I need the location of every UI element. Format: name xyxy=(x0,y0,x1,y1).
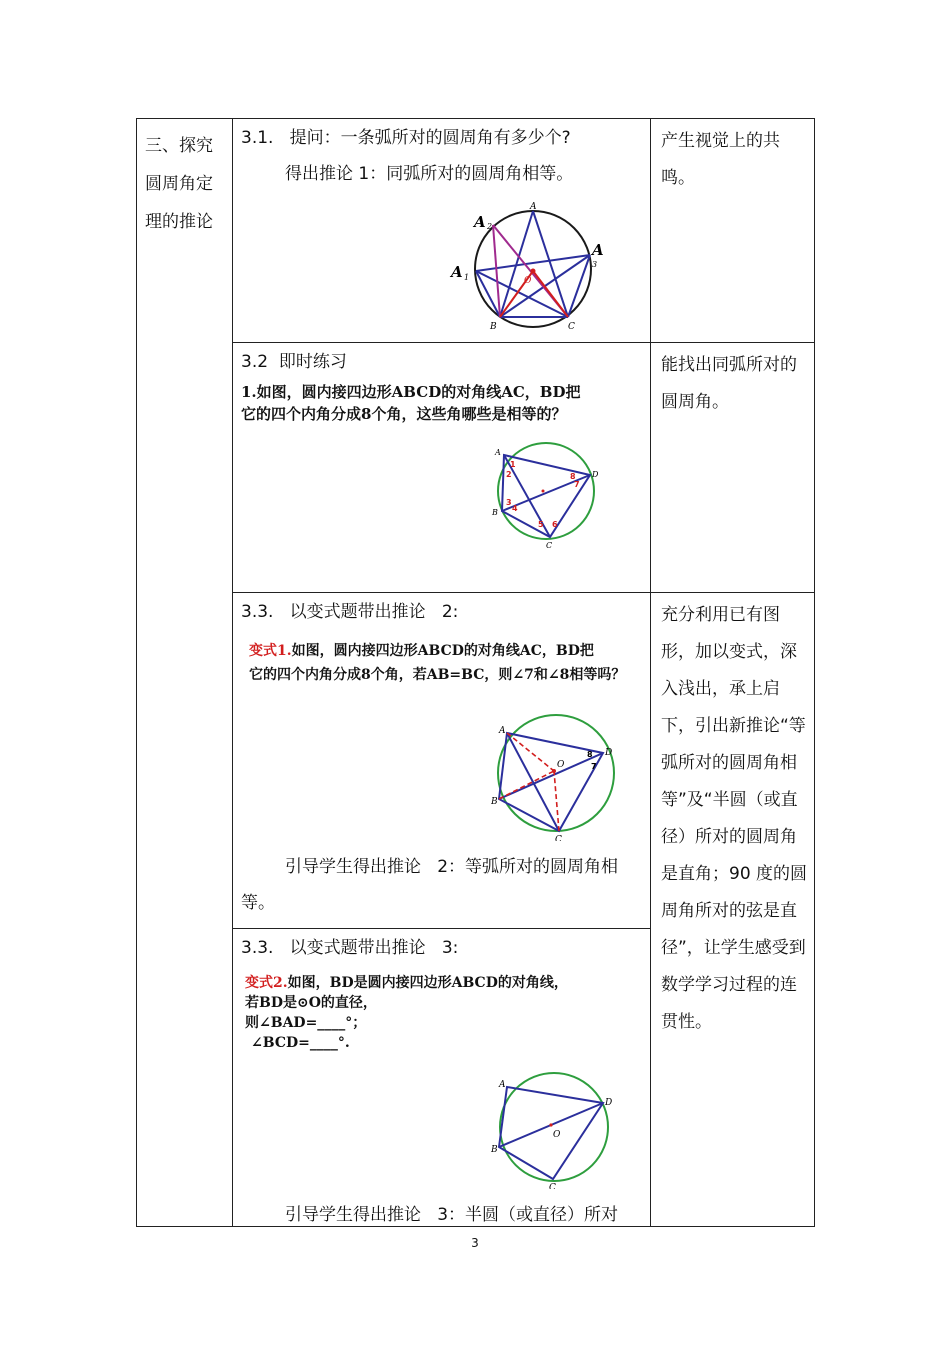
merged-note-cell xyxy=(651,593,815,1227)
label-D: D xyxy=(605,748,613,758)
label-O: O xyxy=(553,1130,561,1140)
label-B: B xyxy=(492,508,498,517)
label-A: A xyxy=(499,726,506,736)
figure-equal-arcs xyxy=(491,711,631,841)
label-O: O xyxy=(557,760,565,770)
label-A: A xyxy=(499,1080,506,1090)
row3-guide-line1: 引导学生得出推论 2：等弧所对的圆周角相 xyxy=(285,857,619,877)
row4-variant-label: 变式2. xyxy=(245,975,288,991)
row2-question-line2: 它的四个内角分成8个角，这些角哪些是相等的？ xyxy=(241,405,567,423)
label-B: B xyxy=(491,1145,498,1155)
row4-variant-line3: 则∠BAD=____°； xyxy=(245,1015,367,1031)
row4-guide: 引导学生得出推论 3：半圆（或直径）所对 xyxy=(285,1205,619,1225)
row2-heading: 3.2 即时练习 xyxy=(241,352,347,372)
label-A2-sub: 2 xyxy=(487,222,493,231)
row1-content xyxy=(233,119,651,343)
row1-heading: 3.1. 提问：一条弧所对的圆周角有多少个? xyxy=(241,128,571,148)
row4-variant-line1: 如图，BD是圆内接四边形ABCD的对角线， xyxy=(287,975,568,991)
row2-question-line1: 1.如图，圆内接四边形ABCD的对角线AC，BD把 xyxy=(241,383,581,401)
angle-7: 7 xyxy=(574,480,580,489)
section-title-cell xyxy=(137,119,233,1227)
label-A1: A xyxy=(451,263,463,281)
figure-quadrilateral-angles xyxy=(488,439,608,549)
row1-conclusion: 得出推论 1：同弧所对的圆周角相等。 xyxy=(285,164,574,184)
angle-1: 1 xyxy=(510,460,516,469)
section-title: 三、探究圆周角定理的推论 xyxy=(145,136,213,232)
merged-note: 充分利用已有图形，加以变式，深入浅出，承上启下，引出新推论“等弧所对的圆周角相等”及“半圆（或直径）所对的圆周角是直角；90 度的圆周角所对的弦是直径”，让学生感受到数学学习过程的连贯性。 xyxy=(661,605,808,1032)
row4-content xyxy=(233,929,651,1227)
label-A: A xyxy=(495,448,501,457)
label-C: C xyxy=(546,541,553,549)
row2-note-cell xyxy=(651,343,815,593)
row3-heading: 3.3. 以变式题带出推论 2: xyxy=(241,602,459,622)
angle-2: 2 xyxy=(506,470,512,479)
angle-7: 7 xyxy=(591,762,597,771)
row3-content xyxy=(233,593,651,929)
row1-note: 产生视觉上的共鸣。 xyxy=(661,131,780,188)
label-C: C xyxy=(568,322,575,332)
angle-4: 4 xyxy=(512,504,518,513)
label-A2: A xyxy=(474,213,486,231)
label-A3-sub: 3 xyxy=(592,260,598,269)
row4-variant-line2: 若BD是⊙O的直径， xyxy=(245,995,377,1011)
label-A3: A xyxy=(592,241,604,259)
row3-variant-label: 变式1. xyxy=(249,643,292,659)
figure-diameter xyxy=(491,1069,621,1189)
label-D: D xyxy=(592,470,599,479)
label-A1-sub: 1 xyxy=(464,273,470,282)
angle-5: 5 xyxy=(538,520,544,529)
row2-note: 能找出同弧所对的圆周角。 xyxy=(661,355,797,412)
row4-variant-line4: ∠BCD=____°. xyxy=(251,1035,350,1051)
label-B: B xyxy=(491,797,498,807)
row3-variant-line1: 如图，圆内接四边形ABCD的对角线AC，BD把 xyxy=(291,643,594,659)
row3-guide-line2: 等。 xyxy=(241,893,275,913)
row3-variant-line2: 它的四个内角分成8个角，若AB=BC，则∠7和∠8相等吗？ xyxy=(249,667,626,683)
angle-3: 3 xyxy=(506,498,512,507)
label-C: C xyxy=(549,1183,556,1189)
angle-8: 8 xyxy=(570,472,576,481)
label-A: A xyxy=(530,202,537,212)
label-C: C xyxy=(555,835,562,841)
angle-6: 6 xyxy=(552,520,558,529)
angle-8: 8 xyxy=(587,750,593,759)
label-O: O xyxy=(524,276,532,286)
lesson-table xyxy=(136,118,815,1227)
figure-inscribed-angles xyxy=(448,199,638,339)
label-D: D xyxy=(605,1098,613,1108)
label-B: B xyxy=(490,322,497,332)
row2-content xyxy=(233,343,651,593)
row1-note-cell xyxy=(651,119,815,343)
row4-heading: 3.3. 以变式题带出推论 3: xyxy=(241,938,459,958)
page-number: 3 xyxy=(471,1236,479,1250)
